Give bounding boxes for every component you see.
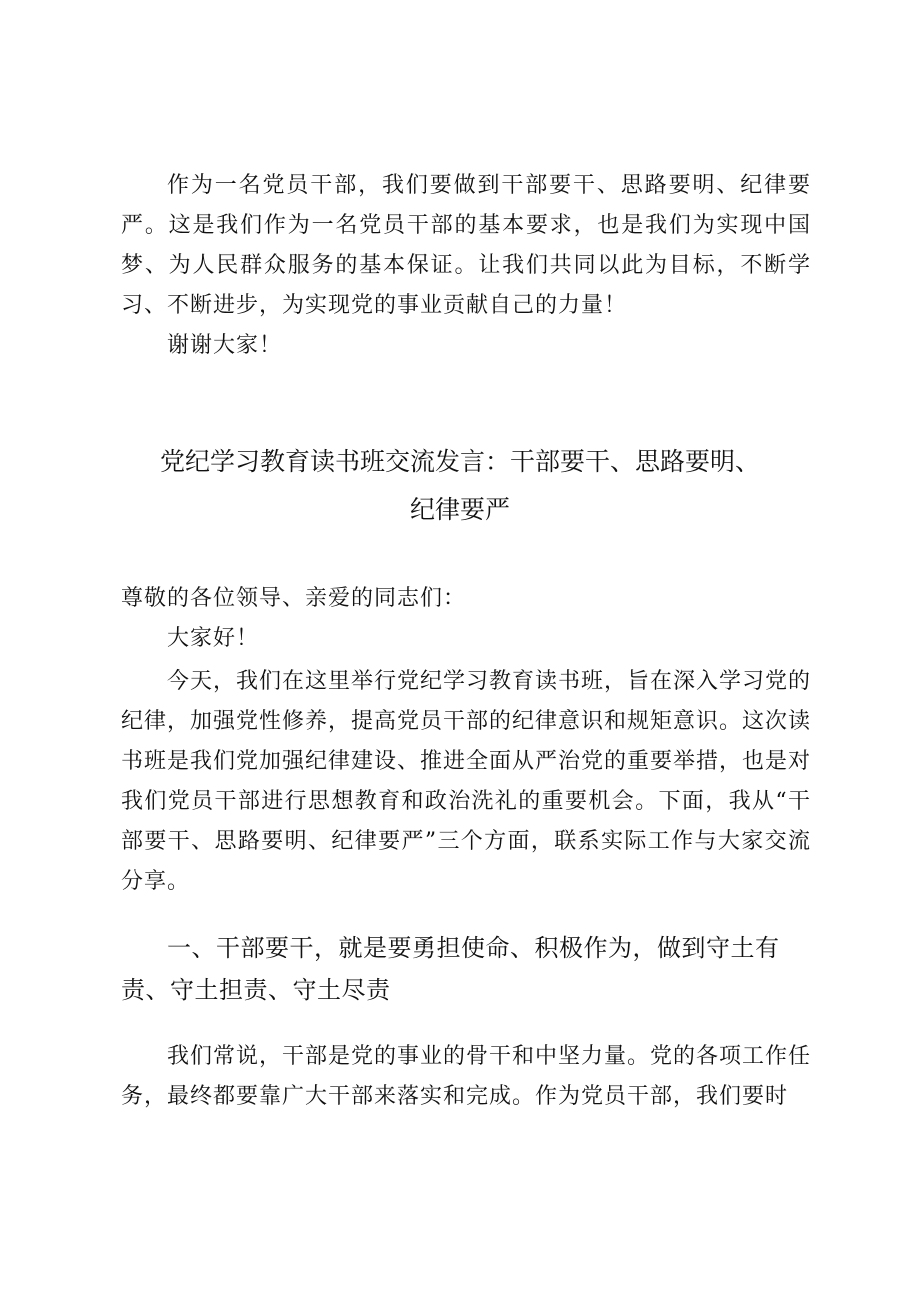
greeting: 大家好！ <box>167 626 260 651</box>
section-1-heading: 一、干部要干，就是要勇担使命、积极作为，做到守土有责、守土担责、守土尽责 <box>121 934 780 1004</box>
article-title <box>100 438 820 534</box>
title-line-1: 党纪学习教育读书班交流发言：干部要干、思路要明、 <box>159 447 760 476</box>
title-line-2: 纪律要严 <box>409 495 510 524</box>
closing-paragraph: 作为一名党员干部，我们要做到干部要干、思路要明、纪律要严。这是我们作为一名党员干部的基本要求，也是我们为实现中国梦、为人民群众服务的基本保证。让我们共同以此为目标，不断学习、不断进步，为实现党的事业贡献自己的力量！ <box>121 173 811 318</box>
salutation: 尊敬的各位领导、亲爱的同志们： <box>121 586 467 611</box>
section-1-body: 我们常说，干部是党的事业的骨干和中坚力量。党的各项工作任务，最终都要靠广大干部来落实和完成。作为党员干部，我们要时 <box>121 1044 812 1109</box>
thanks-line: 谢谢大家！ <box>167 333 283 358</box>
intro-paragraph: 今天，我们在这里举行党纪学习教育读书班，旨在深入学习党的纪律，加强党性修养，提高党员干部的纪律意识和规矩意识。这次读书班是我们党加强纪律建设、推进全面从严治党的重要举措，也是对我们党员干部进行思想教育和政治洗礼的重要机会。下面，我从“干部要干、思路要明、纪律要严”三个方面，联系实际工作与大家交流分享。 <box>121 669 812 894</box>
